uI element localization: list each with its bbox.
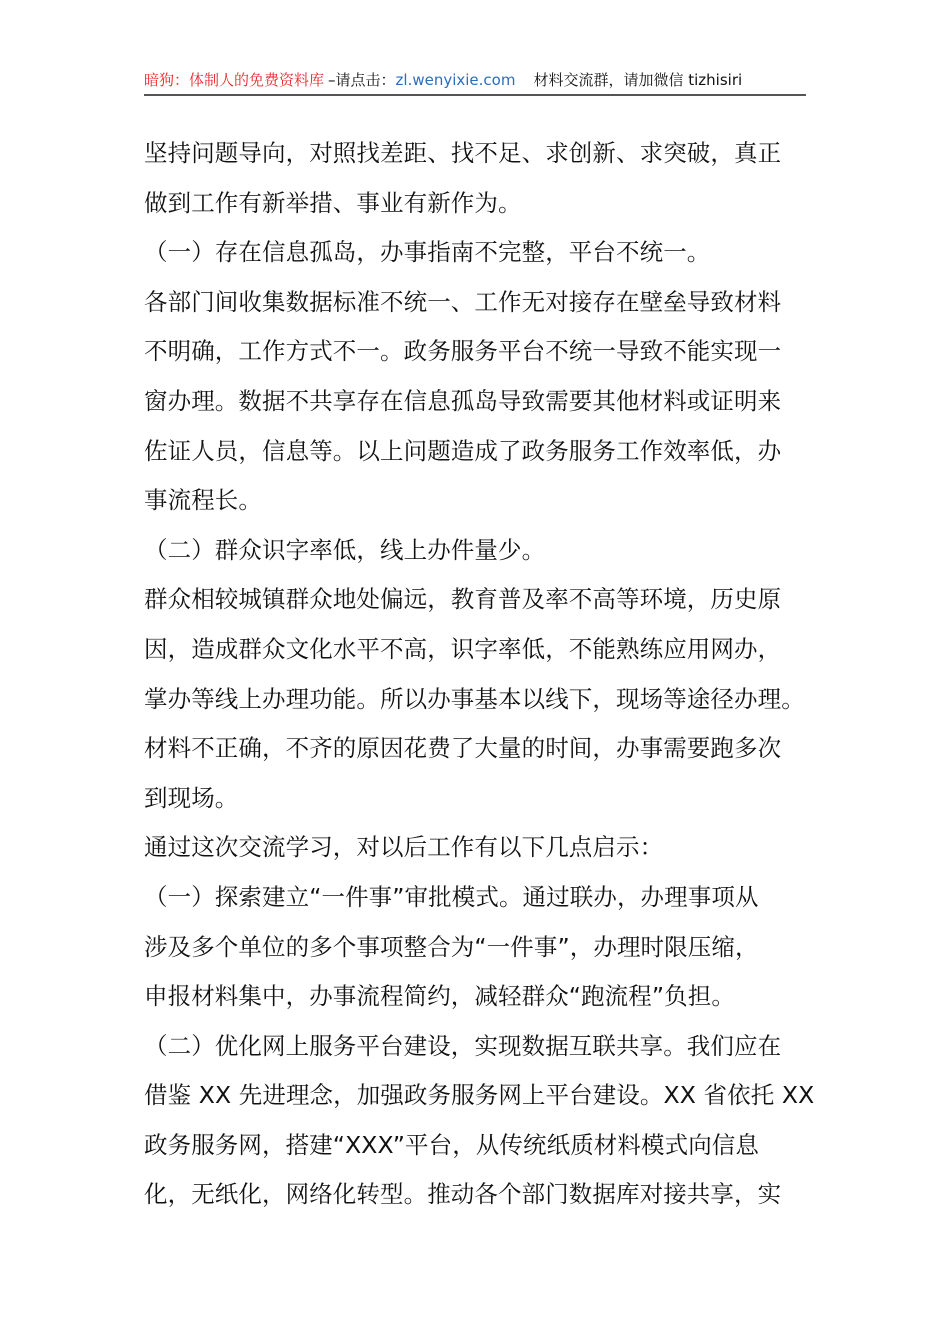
- header-brand-text: 暗狗：体制人的免费资料库: [144, 71, 325, 89]
- body-line: 掌办等线上办理功能。所以办事基本以线下，现场等途径办理。: [144, 684, 805, 713]
- body-line: 借鉴 XX 先进理念，加强政务服务网上平台建设。XX 省依托 XX: [144, 1081, 815, 1110]
- document-body: [144, 129, 816, 1220]
- body-line: 坚持问题导向，对照找差距、找不足、求创新、求突破，真正: [144, 139, 782, 167]
- body-line: 窗办理。数据不共享存在信息孤岛导致需要其他材料或证明来: [144, 386, 782, 415]
- header-website-link[interactable]: zl.wenyixie.com: [395, 71, 516, 89]
- body-line: 佐证人员，信息等。以上问题造成了政务服务工作效率低，办: [144, 436, 782, 465]
- body-line: 做到工作有新举措、事业有新作为。: [144, 188, 522, 217]
- section-heading: （一）探索建立“一件事”审批模式。通过联办，办理事项从: [144, 882, 759, 911]
- section-heading: （二）群众识字率低，线上办件量少。: [144, 535, 546, 564]
- body-line: 群众相较城镇群众地处偏远，教育普及率不高等环境，历史原: [144, 585, 782, 614]
- body-line: 不明确，工作方式不一。政务服务平台不统一导致不能实现一: [144, 337, 782, 366]
- body-line: 材料不正确，不齐的原因花费了大量的时间，办事需要跑多次: [144, 734, 782, 763]
- body-line: 涉及多个单位的多个事项整合为“一件事”，办理时限压缩，: [144, 932, 759, 961]
- section-heading: （二）优化网上服务平台建设，实现数据互联共享。我们应在: [144, 1031, 782, 1060]
- body-line: 各部门间收集数据标准不统一、工作无对接存在壁垒导致材料: [144, 287, 782, 316]
- page-header: [144, 68, 806, 96]
- header-wechat-text: 材料交流群，请加微信 tizhisiri: [533, 71, 743, 89]
- body-line: 申报材料集中，办事流程简约，减轻群众“跑流程”负担。: [144, 982, 735, 1011]
- body-line: 事流程长。: [144, 486, 262, 515]
- body-line: 通过这次交流学习，对以后工作有以下几点启示：: [144, 833, 664, 862]
- body-line: 到现场。: [144, 783, 239, 812]
- header-cta-text: [328, 68, 515, 92]
- header-cta-label: –请点击：: [328, 71, 396, 89]
- body-line: 政务服务网，搭建“XXX”平台，从传统纸质材料模式向信息: [144, 1130, 759, 1159]
- body-line: 化，无纸化，网络化转型。推动各个部门数据库对接共享，实: [144, 1180, 782, 1209]
- section-heading: （一）存在信息孤岛，办事指南不完整，平台不统一。: [144, 238, 711, 267]
- body-line: 因，造成群众文化水平不高，识字率低，不能熟练应用网办，: [144, 634, 782, 663]
